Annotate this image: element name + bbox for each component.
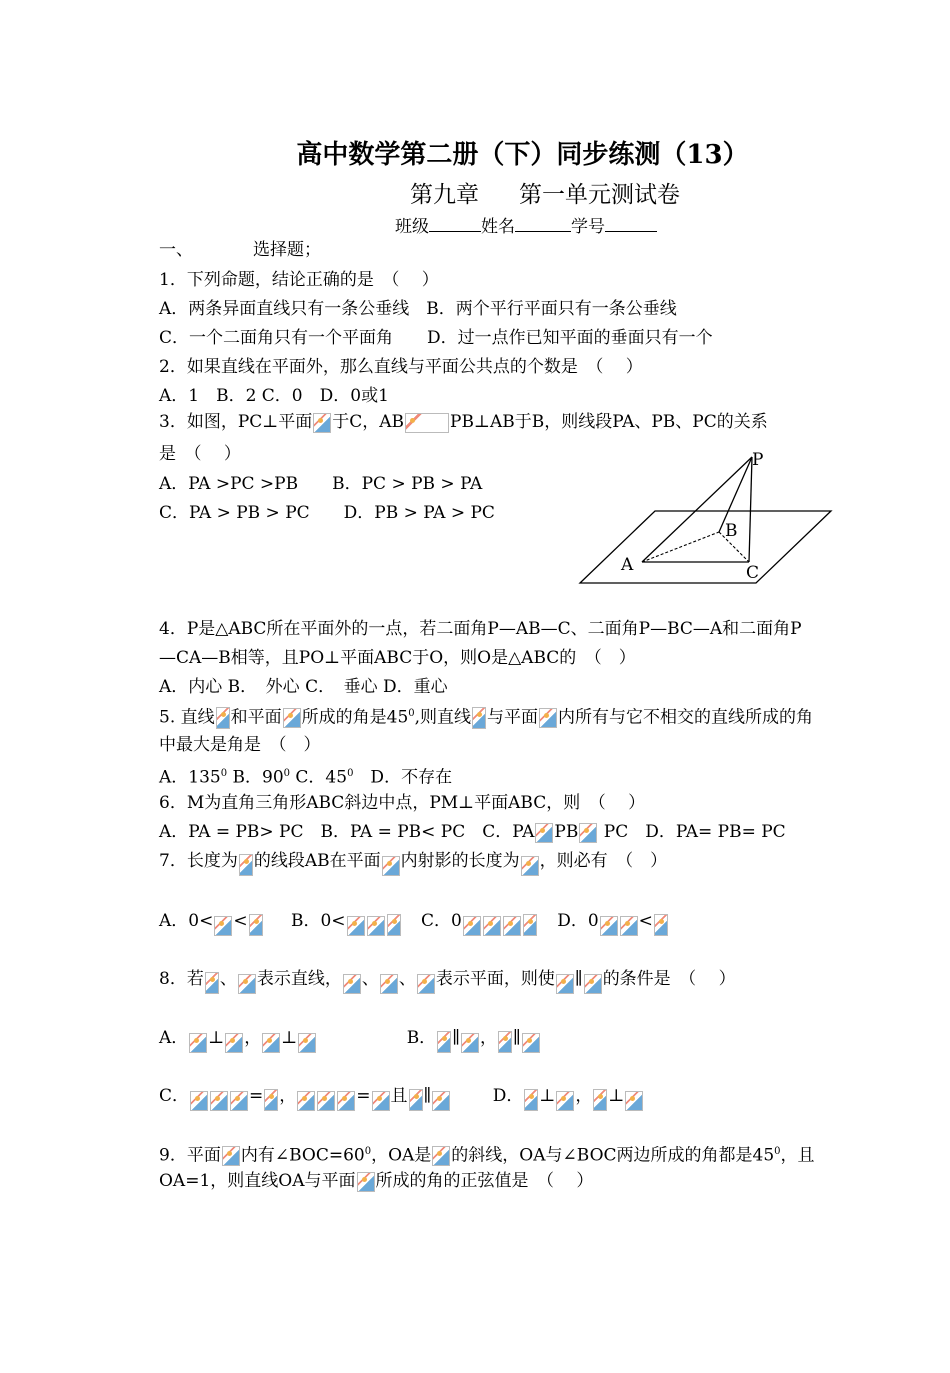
segment-pc — [749, 457, 752, 562]
q8-options-ab: A． ⊥ ， ⊥ B． ∥ ， ∥ — [159, 1027, 541, 1053]
image-icon — [357, 1172, 375, 1192]
image-icon — [387, 914, 401, 936]
q3-options-cd: C．PA > PB > PC D．PB > PA > PC — [159, 503, 495, 523]
image-icon — [380, 974, 398, 994]
subtitle — [0, 176, 950, 209]
image-icon — [313, 413, 331, 433]
image-icon — [190, 1091, 208, 1111]
image-icon — [437, 1031, 451, 1053]
image-icon — [523, 914, 537, 936]
q6-options: A．PA = PB> PC B．PA = PB< PC C．PA PB PC D．PA= PB= PC — [159, 822, 786, 842]
image-icon — [600, 916, 618, 936]
image-icon — [584, 974, 602, 994]
section-heading: 一、 选择题； — [159, 240, 321, 260]
image-icon — [210, 1091, 228, 1111]
name-blank[interactable] — [515, 215, 571, 232]
image-icon — [249, 914, 263, 936]
q9-stem: 9．平面 内有$\angle BOC=60^0$，OA是 的斜线，OA与∠BOC两边所成的角都是$45^0$，且 — [159, 1145, 815, 1166]
q7-stem: 7．长度为 的线段AB在平面 内射影的长度为 ，则必有 （ ） — [159, 850, 667, 876]
label-c: C — [746, 563, 760, 583]
image-icon — [539, 708, 557, 728]
image-icon — [372, 1091, 390, 1111]
id-blank[interactable] — [605, 215, 657, 232]
image-icon — [238, 974, 256, 994]
q1-options-ab: A．两条异面直线只有一条公垂线 B．两个平行平面只有一条公垂线 — [159, 299, 677, 319]
page-title: 高中数学第二册（下）同步练测（13） — [296, 140, 749, 170]
image-icon — [264, 1089, 278, 1111]
image-icon — [222, 1146, 240, 1166]
q2-stem: 2．如果直线在平面外，那么直线与平面公共点的个数是 （ ） — [159, 357, 643, 377]
image-icon — [524, 1089, 538, 1111]
segment-ab — [642, 532, 719, 562]
image-icon — [522, 1033, 540, 1053]
image-icon — [297, 1091, 315, 1111]
image-icon — [405, 413, 449, 433]
image-icon — [503, 916, 521, 936]
q4-stem: 4．P是△ABC所在平面外的一点，若二面角P—AB—C、二面角P—BC—A和二面角P — [159, 619, 802, 639]
unit: 第一单元测试卷 — [519, 182, 680, 208]
image-icon — [298, 1033, 316, 1053]
q1-stem: 1．下列命题，结论正确的是 （ ） — [159, 270, 439, 290]
student-info — [395, 212, 657, 237]
image-icon — [521, 856, 539, 876]
q3-stem-cont: 是 （ ） — [159, 444, 241, 464]
image-icon — [483, 916, 501, 936]
image-icon — [347, 916, 365, 936]
image-icon — [654, 914, 668, 936]
image-icon — [205, 972, 219, 994]
image-icon — [189, 1033, 207, 1053]
q8-stem: 8．若 、 表示直线， 、 、 表示平面，则使 ∥ 的条件是 （ ） — [159, 968, 736, 994]
chapter: 第九章 — [410, 182, 479, 208]
image-icon — [225, 1033, 243, 1053]
image-icon — [230, 1091, 248, 1111]
image-icon — [593, 1089, 607, 1111]
q4-options: A．内心 B． 外心 C． 垂心 D．重心 — [159, 677, 448, 697]
image-icon — [556, 974, 574, 994]
image-icon — [432, 1146, 450, 1166]
image-icon — [283, 708, 301, 728]
class-blank[interactable] — [429, 215, 481, 232]
image-icon — [317, 1091, 335, 1111]
label-b: B — [725, 521, 738, 541]
image-icon — [472, 707, 486, 729]
label-p: P — [752, 450, 764, 470]
segment-pa — [642, 457, 752, 562]
image-icon — [343, 974, 361, 994]
label-a: A — [621, 555, 634, 575]
q3-options-ab: A．PA >PC >PB B．PC > PB > PA — [159, 474, 483, 494]
q2-options: A．1 B．2 C．0 D．0或1 — [159, 386, 389, 406]
q7-options: A．0< < B．0< C．0 D．0 < — [159, 910, 669, 936]
image-icon — [382, 856, 400, 876]
image-icon — [579, 823, 597, 843]
id-label: 学号 — [571, 217, 605, 237]
image-icon — [337, 1091, 355, 1111]
q3-figure — [570, 440, 840, 590]
q8-options-cd: C． = ， = 且 ∥ D． ⊥ ， ⊥ — [159, 1085, 644, 1111]
image-icon — [262, 1033, 280, 1053]
image-icon — [367, 916, 385, 936]
image-icon — [535, 823, 553, 843]
image-icon — [417, 974, 435, 994]
image-icon — [463, 916, 481, 936]
plane-parallelogram — [580, 511, 831, 583]
q1-options-cd: C．一个二面角只有一个平面角 D．过一点作已知平面的垂面只有一个 — [159, 328, 713, 348]
image-icon — [216, 707, 230, 729]
q4-stem-cont: —CA—B相等，且PO⊥平面ABC于O，则O是△ABC的 （ ） — [159, 648, 636, 668]
image-icon — [409, 1089, 423, 1111]
class-label: 班级 — [395, 217, 429, 237]
q5-stem-cont: 中最大是角是 （ ） — [159, 735, 321, 755]
q9-stem-cont: OA=1，则直线OA与平面 所成的角的正弦值是 （ ） — [159, 1171, 594, 1191]
image-icon — [432, 1091, 450, 1111]
image-icon — [625, 1091, 643, 1111]
q3-stem: 3．如图，PC⊥平面 于C，AB PB⊥AB于B，则线段PA、PB、PC的关系 — [159, 412, 768, 432]
image-icon — [461, 1033, 479, 1053]
image-icon — [620, 916, 638, 936]
image-icon — [498, 1031, 512, 1053]
image-icon — [239, 854, 253, 876]
q5-stem: 5. 直线 和平面 所成的角是$45^0$,则直线 与平面 内所有与它不相交的直线所成的角 — [159, 707, 814, 728]
q6-stem: 6．M为直角三角形ABC斜边中点，PM⊥平面ABC，则 （ ） — [159, 793, 646, 813]
image-icon — [214, 916, 232, 936]
name-label: 姓名 — [481, 217, 515, 237]
image-icon — [556, 1091, 574, 1111]
q5-options: A．$135^0$ B．$90^0$ C．$45^0$ D．不存在 — [159, 767, 453, 788]
